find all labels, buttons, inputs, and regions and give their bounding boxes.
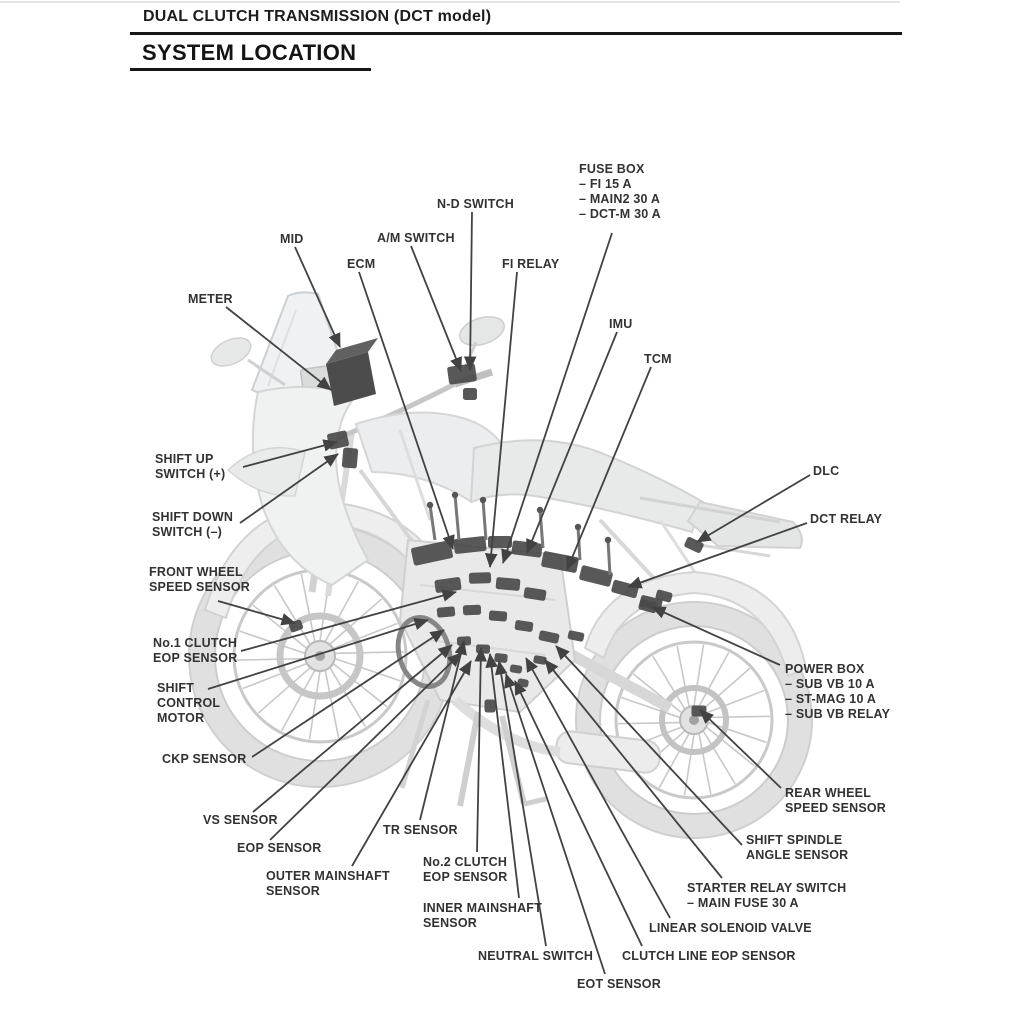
callout-line: MID: [280, 232, 304, 246]
callout-line: N-D SWITCH: [437, 197, 514, 211]
callout-line: TR SENSOR: [383, 823, 458, 837]
callout-line: SHIFT DOWN: [152, 510, 234, 524]
callout-line: SWITCH (–): [152, 525, 223, 539]
callout-line: REAR WHEEL: [785, 786, 872, 800]
callout-line: – ST-MAG 10 A: [785, 692, 877, 706]
callout-line: VS SENSOR: [203, 813, 278, 827]
page-title: SYSTEM LOCATION: [142, 40, 357, 65]
leader-a-m-switch: [411, 246, 461, 371]
callout-line: FI RELAY: [502, 257, 560, 271]
section-title: DUAL CLUTCH TRANSMISSION (DCT model): [143, 8, 492, 25]
leader-fi-relay: [490, 272, 517, 567]
callout-line: SPEED SENSOR: [785, 801, 887, 815]
callout-line: – MAIN2 30 A: [579, 192, 661, 206]
callout-line: CLUTCH LINE EOP SENSOR: [622, 949, 796, 963]
callout-line: EOP SENSOR: [423, 870, 508, 884]
callout-line: – SUB VB RELAY: [785, 707, 891, 721]
callout-line: IMU: [609, 317, 633, 331]
callout-line: EOP SENSOR: [153, 651, 238, 665]
callout-line: A/M SWITCH: [377, 231, 455, 245]
callout-line: LINEAR SOLENOID VALVE: [649, 921, 812, 935]
leader-front-wheel-speed-sensor: [218, 601, 295, 623]
callout-line: STARTER RELAY SWITCH: [687, 881, 847, 895]
callout-line: METER: [188, 292, 233, 306]
callout-line: TCM: [644, 352, 672, 366]
callout-line: OUTER MAINSHAFT: [266, 869, 390, 883]
callout-line: – DCT-M 30 A: [579, 207, 661, 221]
callout-line: FRONT WHEEL: [149, 565, 243, 579]
callout-line: No.1 CLUTCH: [153, 636, 238, 650]
callout-line: SENSOR: [266, 884, 320, 898]
callout-line: SHIFT UP: [155, 452, 214, 466]
callout-line: ANGLE SENSOR: [746, 848, 849, 862]
callout-line: No.2 CLUTCH: [423, 855, 508, 869]
callout-line: EOT SENSOR: [577, 977, 661, 991]
callout-line: ECM: [347, 257, 376, 271]
callout-line: CKP SENSOR: [162, 752, 247, 766]
callout-line: SHIFT: [157, 681, 195, 695]
callout-line: SPEED SENSOR: [149, 580, 251, 594]
callout-line: – SUB VB 10 A: [785, 677, 875, 691]
callout-line: SWITCH (+): [155, 467, 226, 481]
callout-line: POWER BOX: [785, 662, 865, 676]
callout-line: DLC: [813, 464, 840, 478]
callout-line: – FI 15 A: [579, 177, 632, 191]
callout-line: EOP SENSOR: [237, 841, 322, 855]
leader-fuse-box: [503, 233, 612, 563]
callout-line: – MAIN FUSE 30 A: [687, 896, 799, 910]
callout-line: CONTROL: [157, 696, 221, 710]
callout-line: SENSOR: [423, 916, 477, 930]
callout-line: DCT RELAY: [810, 512, 883, 526]
callout-line: INNER MAINSHAFT: [423, 901, 542, 915]
callout-line: NEUTRAL SWITCH: [478, 949, 594, 963]
callout-line: MOTOR: [157, 711, 205, 725]
callout-line: SHIFT SPINDLE: [746, 833, 843, 847]
leader-n-d-switch: [470, 212, 472, 370]
callout-line: FUSE BOX: [579, 162, 645, 176]
